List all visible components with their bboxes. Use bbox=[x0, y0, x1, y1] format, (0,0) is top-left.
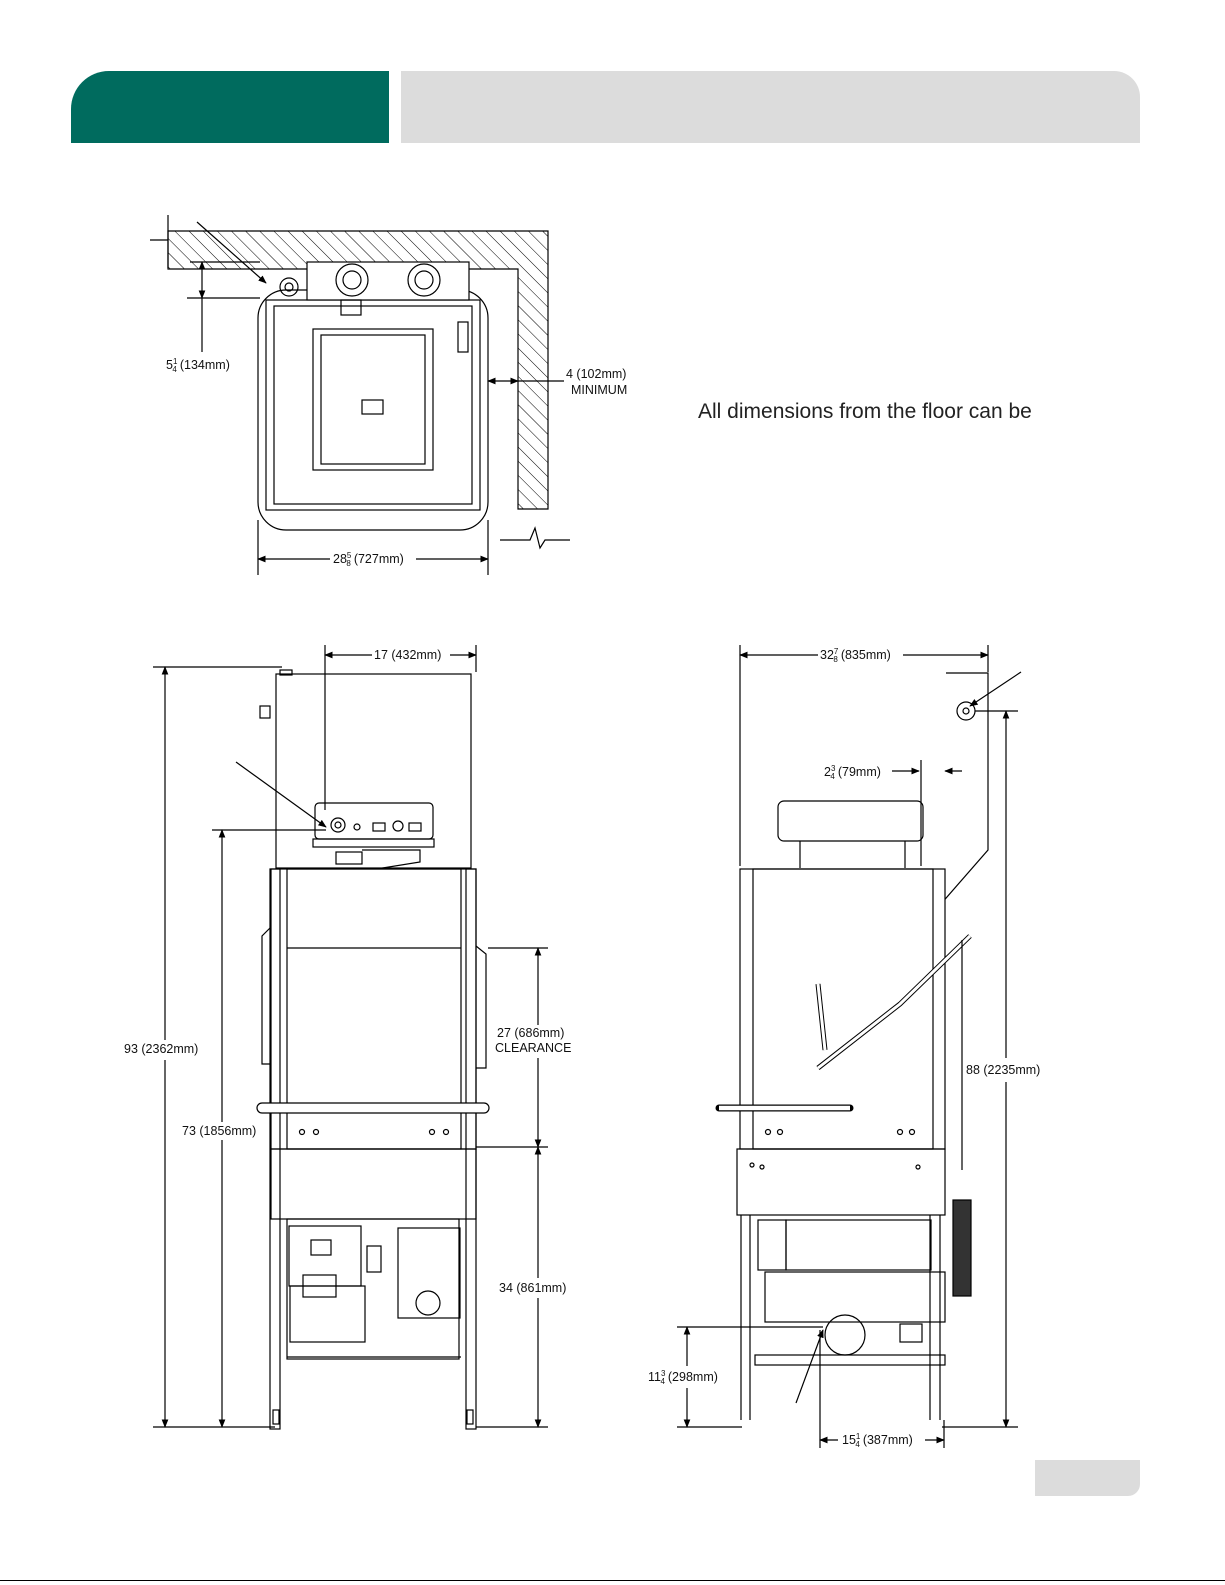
front-overall-height-label: 93 (2362mm) bbox=[124, 1042, 199, 1056]
footer-rule bbox=[0, 1580, 1225, 1581]
side-vent-offset-label: $2^3$ 4 (79mm) bbox=[824, 764, 881, 781]
side-connection-height-label: 88 (2235mm) bbox=[966, 1063, 1041, 1077]
top-back-clearance-label: $5^1$ 4 (134mm) bbox=[166, 357, 230, 374]
dimension-note: All dimensions from the floor can be bbox=[698, 400, 1032, 423]
front-door-clearance-label: 27 (686mm) bbox=[497, 1026, 565, 1040]
side-depth-label: $32^7$ 8 (835mm) bbox=[820, 647, 891, 664]
front-control-height-label: 73 (1856mm) bbox=[182, 1124, 257, 1138]
top-side-clearance-minimum: MINIMUM bbox=[571, 383, 628, 397]
side-drain-offset-label: $15^1$ 4 (387mm) bbox=[842, 1432, 913, 1449]
front-table-height-label: 34 (861mm) bbox=[499, 1281, 567, 1295]
front-door-clearance-text: CLEARANCE bbox=[495, 1041, 572, 1055]
front-view bbox=[153, 645, 548, 1429]
top-view bbox=[150, 215, 570, 575]
page-number-tab bbox=[1035, 1460, 1140, 1496]
side-drain-height-label: $11^3$ 4 (298mm) bbox=[648, 1369, 718, 1386]
front-top-offset-label: 17 (432mm) bbox=[374, 648, 442, 662]
top-side-clearance-label: 4 (102mm) bbox=[566, 367, 627, 381]
top-width-label: $28^5$ 8 (727mm) bbox=[333, 551, 404, 568]
